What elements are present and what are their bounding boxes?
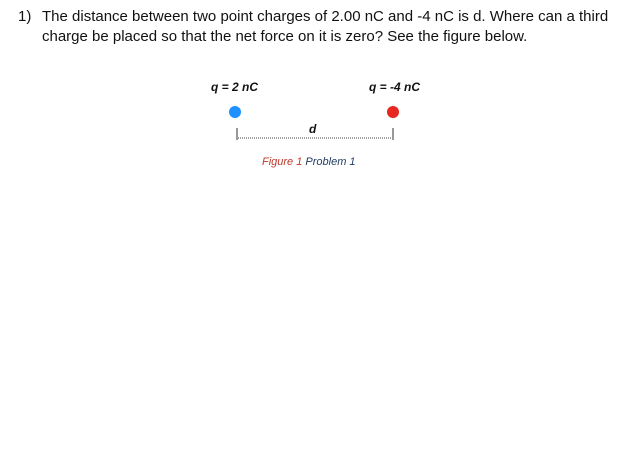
charge-2-dot — [387, 106, 399, 118]
question-text: The distance between two point charges of 2.00 nC and -4 nC is d. Where can a third charge be placed so that the net force on it is zero? See the figure below. — [42, 8, 609, 45]
caption-text: Problem 1 — [302, 156, 356, 168]
charge-2-label: q = -4 nC — [369, 80, 421, 94]
distance-label: d — [309, 122, 317, 136]
caption-figure-number: Figure 1 — [262, 156, 303, 168]
question-paragraph — [18, 7, 613, 47]
charge-1-dot — [229, 106, 241, 118]
question-number: 1) — [18, 8, 32, 25]
charge-1-label: q = 2 nC — [211, 80, 259, 94]
figure-caption — [262, 156, 356, 168]
